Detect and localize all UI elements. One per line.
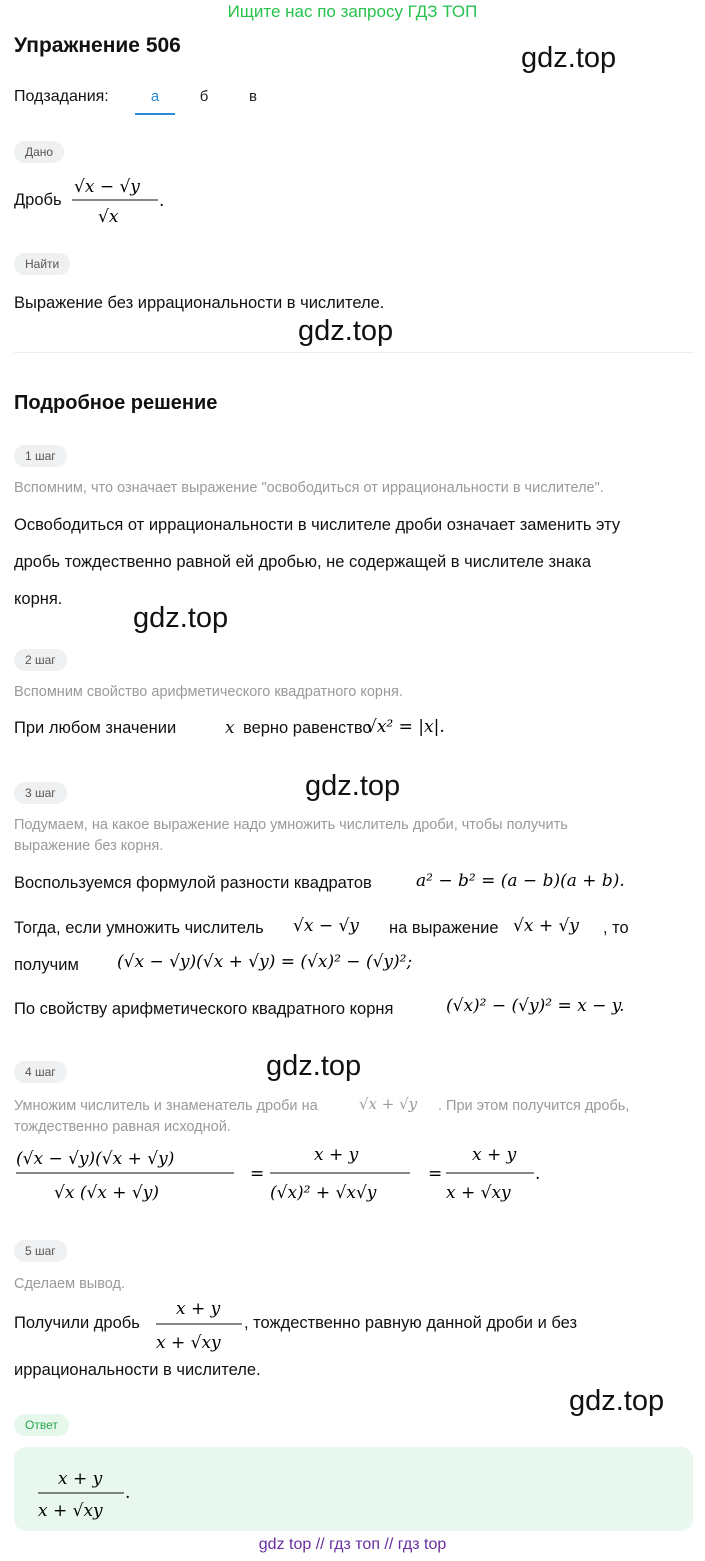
answer-pill: Ответ: [14, 1414, 69, 1436]
step-3-pill: 3 шаг: [14, 782, 67, 804]
svg-text:√x² = |x|.: √x² = |x|.: [366, 717, 445, 737]
svg-text:√x + √y: √x + √y: [513, 916, 579, 936]
step-5-text-c: иррациональности в числителе.: [14, 1361, 261, 1379]
svg-text:x + √xy: x + √xy: [38, 1501, 103, 1521]
svg-text:x + √xy: x + √xy: [156, 1333, 221, 1353]
step-4-hint-b: . При этом получится дробь,: [438, 1098, 630, 1114]
answer-fraction: [36, 1462, 140, 1524]
svg-text:=: =: [428, 1164, 443, 1184]
svg-text:x + y: x + y: [314, 1145, 359, 1165]
given-pill: Дано: [14, 141, 64, 163]
svg-text:(√x)² − (√y)² = x − y.: (√x)² − (√y)² = x − y.: [446, 996, 625, 1016]
svg-text:√x − √y: √x − √y: [74, 177, 140, 197]
step-3-line-1: Воспользуемся формулой разности квадратов: [14, 874, 372, 892]
svg-text:(√x)² + √x√y: (√x)² + √x√y: [270, 1183, 377, 1203]
step-1-line: дробь тождественно равной ей дробью, не содержащей в числителе знака: [14, 553, 592, 571]
step-2-text-a: При любом значении: [14, 719, 177, 737]
svg-text:.: .: [125, 1483, 131, 1503]
section-divider: [14, 352, 694, 353]
step-5-text-b: , тождественно равную данной дроби и без: [244, 1314, 578, 1332]
step-3-line-4: По свойству арифметического квадратного корня: [14, 1000, 394, 1018]
search-banner[interactable]: Ищите нас по запросу ГДЗ ТОП: [227, 2, 478, 21]
svg-text:x + √xy: x + √xy: [446, 1183, 511, 1203]
step-2-hint: Вспомним свойство арифметического квадратного корня.: [14, 684, 403, 700]
step-4-pill: 4 шаг: [14, 1061, 67, 1083]
solution-title: Подробное решение: [14, 392, 218, 414]
root-property-formula: [446, 986, 686, 1020]
svg-text:√x + √y: √x + √y: [359, 1095, 418, 1113]
watermark: gdz.top: [298, 315, 394, 347]
step-4-hint-c: тождественно равная исходной.: [14, 1119, 231, 1135]
step-4-equation: [14, 1140, 554, 1210]
step-3-hint: выражение без корня.: [14, 838, 164, 854]
tab-b[interactable]: б: [199, 88, 209, 105]
watermark: gdz.top: [305, 770, 401, 802]
svg-text:=: =: [250, 1164, 265, 1184]
difference-of-squares-formula: [416, 864, 656, 894]
svg-text:√x − √y: √x − √y: [293, 916, 359, 936]
tab-v[interactable]: в: [249, 88, 257, 105]
step-3-hint: Подумаем, на какое выражение надо умножить числитель дроби, чтобы получить: [14, 817, 568, 833]
active-tab-indicator: [135, 113, 175, 115]
math-x: x: [225, 718, 235, 738]
step-1-hint: Вспомним, что означает выражение "освободиться от иррациональности в числителе".: [14, 480, 604, 496]
step-1-pill: 1 шаг: [14, 445, 67, 467]
step-2-text-b: верно равенство: [243, 719, 372, 737]
subtasks-label: Подзадания:: [14, 88, 109, 105]
conjugate-expression: [513, 909, 608, 939]
find-pill: Найти: [14, 253, 70, 275]
svg-text:(√x − √y)(√x + √y): (√x − √y)(√x + √y): [16, 1149, 175, 1169]
step-1-line: Освободиться от иррациональности в числителе дроби означает заменить эту: [14, 516, 621, 534]
step-4-hint-expression: [359, 1090, 445, 1116]
result-fraction: [154, 1292, 246, 1356]
svg-text:√x: √x: [98, 207, 119, 227]
watermark: gdz.top: [521, 42, 617, 74]
find-text: Выражение без иррациональности в числителе.: [14, 294, 385, 312]
svg-text:.: .: [159, 191, 165, 211]
given-fraction: [70, 170, 170, 232]
step-3-line-2a: Тогда, если умножить числитель: [14, 919, 264, 937]
step-3-line-2c: , то: [603, 919, 629, 937]
step-2-formula: [366, 708, 476, 742]
step-2-pill: 2 шаг: [14, 649, 67, 671]
step-5-text-a: Получили дробь: [14, 1314, 140, 1332]
footer-links[interactable]: gdz top // гдз топ // гдз top: [258, 1536, 447, 1553]
tab-a[interactable]: а: [150, 88, 160, 105]
step-5-pill: 5 шаг: [14, 1240, 67, 1262]
step-3-line-2b: на выражение: [389, 919, 499, 937]
watermark: gdz.top: [133, 602, 229, 634]
svg-text:√x (√x + √y): √x (√x + √y): [54, 1183, 159, 1203]
given-prefix: Дробь: [14, 191, 62, 209]
svg-text:.: .: [535, 1164, 541, 1184]
watermark: gdz.top: [569, 1385, 665, 1417]
watermark: gdz.top: [266, 1050, 362, 1082]
page-title: Упражнение 506: [14, 34, 181, 57]
step-1-line: корня.: [14, 590, 63, 608]
svg-text:(√x − √y)(√x + √y) = (√x)² − (: (√x − √y)(√x + √y) = (√x)² − (√y)²;: [117, 952, 413, 972]
numerator-expression: [293, 909, 393, 939]
step-4-hint-a: Умножим числитель и знаменатель дроби на: [14, 1098, 318, 1114]
product-formula: [117, 942, 497, 976]
step-3-line-3: получим: [14, 956, 79, 974]
svg-text:a² − b² = (a − b)(a + b).: a² − b² = (a − b)(a + b).: [416, 871, 625, 891]
step-5-hint: Сделаем вывод.: [14, 1276, 126, 1292]
svg-text:x + y: x + y: [472, 1145, 517, 1165]
svg-text:x + y: x + y: [176, 1299, 221, 1319]
svg-text:x + y: x + y: [58, 1469, 103, 1489]
